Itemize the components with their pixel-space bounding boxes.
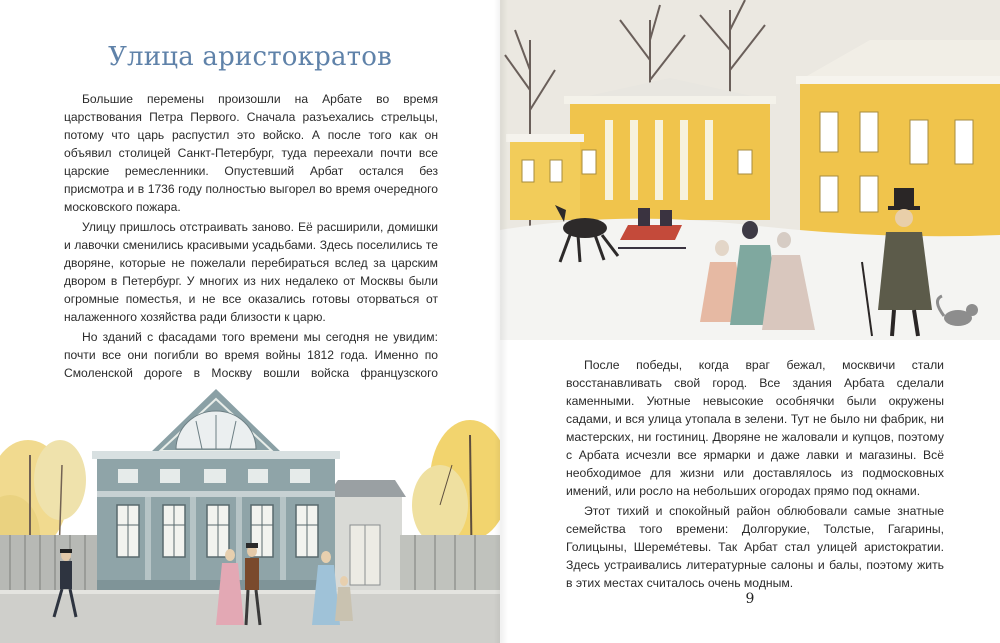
page-number: 9: [745, 591, 755, 607]
winter-street-illustration: [500, 0, 1000, 340]
chapter-title: Улица аристократов: [108, 42, 392, 72]
right-page: [500, 0, 1000, 643]
left-paragraph-1: Большие перемены произошли на Арбате во время царствования Петра Первого. Сначала разъехались стрельцы, потому что царь распустил это войско. А после того как он объявил столицей Санкт-Петербург, туда переехали почти все царские ремесленники. Опустевший Арбат остался без присмотра и в 1736 году полностью выгорел во время очередного московского пожара.: [64, 92, 438, 214]
left-paragraph-2: Улицу пришлось отстраивать заново. Её расширили, домишки и лавочки сменились красивыми усадьбами. Здесь поселились те дворяне, которые не пожелали перебираться вслед за царским двором в Петербург. У многих из них недалеко от Москвы были огромные поместья, и не все оказались готовы оторваться от налаженного хозяйства ради близости к царю.: [64, 220, 438, 324]
mansion-illustration: [0, 385, 500, 643]
right-text-column: [566, 356, 944, 594]
left-paragraph-3: Но зданий с фасадами того времени мы сегодня не увидим: почти все они погибли во время войны 1812 года. Именно по Смоленской дороге в Москву вошли войска французского: [64, 330, 438, 380]
right-paragraph-1: После победы, когда враг бежал, москвичи стали восстанавливать свой город. Все здания Арбата сделали каменными. Уютные невысокие особнячки были окружены садами, и вся улица утопала в зелени. Тут не было ни фабрик, ни мастерских, ни гостиниц. Дворяне не жаловали и купцов, поэтому с Арбата исчезли все ярмарки и даже лавки и магазины. Всё необходимое для жизни или доставлялось из подмосковных имений, или росло на небольших огородах прямо под окнами.: [566, 358, 944, 498]
street: [0, 593, 500, 643]
right-paragraph-2: Этот тихий и спокойный район облюбовали самые знатные семейства того времени: Долгорукие, Толстые, Гагарины, Голицыны, Шереме́тевы. Так Арбат стал улицей аристократии. Здесь устраивались литературные салоны и балы, поэтому жить в этих местах считалось очень модным.: [566, 504, 944, 590]
